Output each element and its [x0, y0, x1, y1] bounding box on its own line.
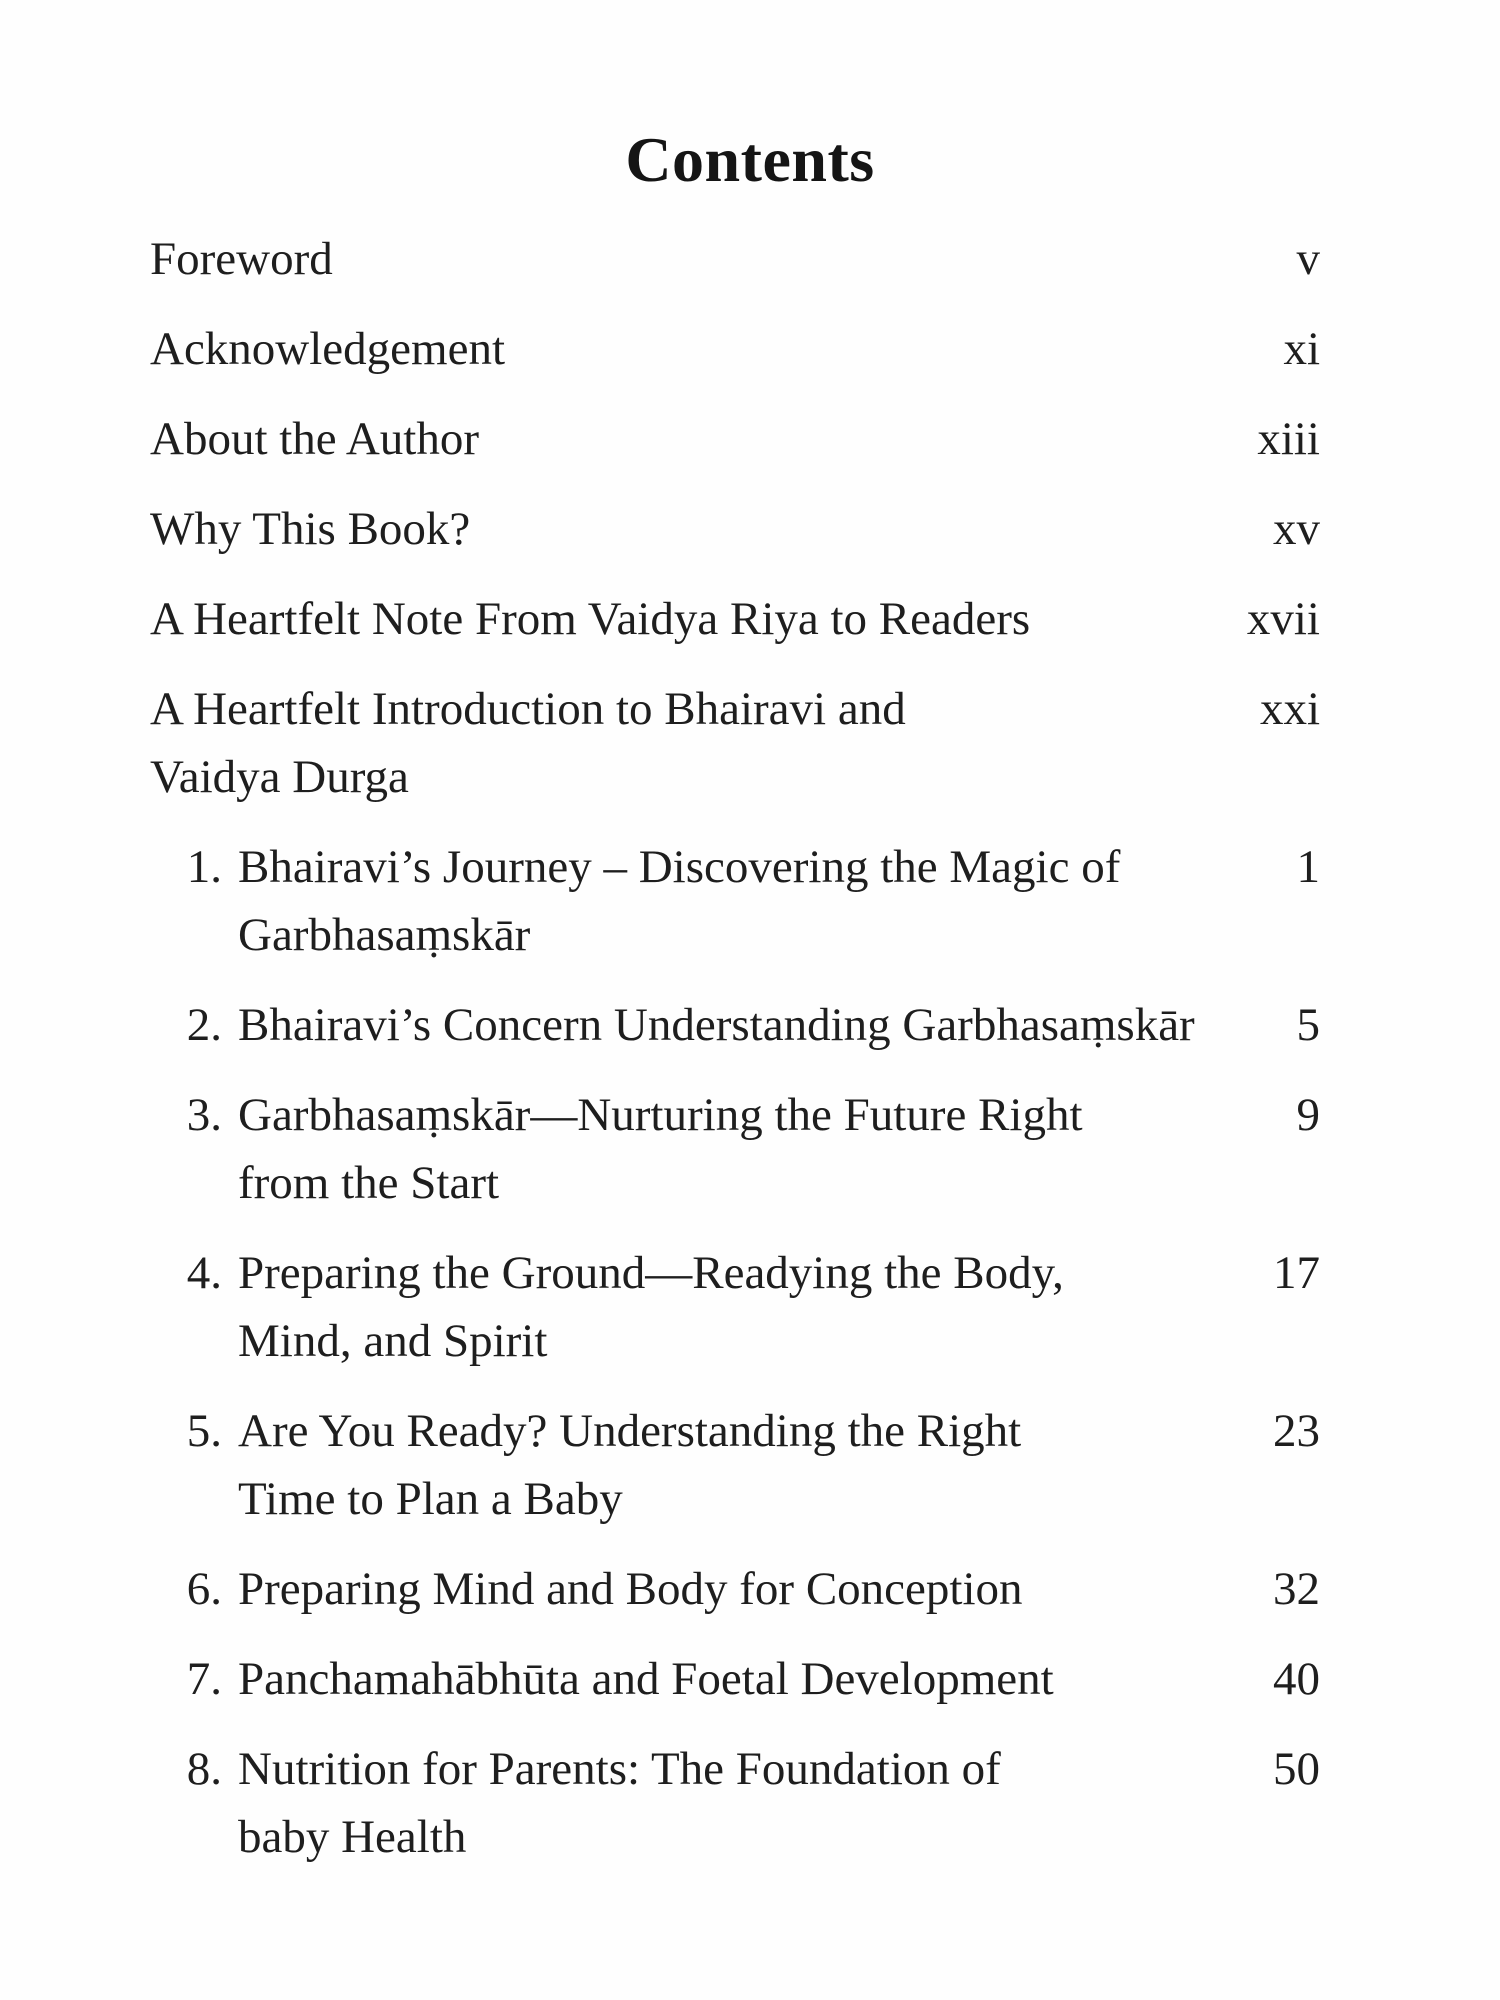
toc-entry-label: Acknowledgement: [150, 323, 506, 375]
chapter-page: 40: [1273, 1653, 1320, 1705]
chapter-page: 9: [1296, 1089, 1320, 1141]
chapter-page: 1: [1296, 841, 1320, 893]
toc-entry-label: A Heartfelt Introduction to Bhairavi and Vaidya Durga: [150, 683, 906, 803]
chapter-title: Preparing Mind and Body for Conception: [238, 1563, 1023, 1615]
toc-chapter-1: [150, 833, 1320, 969]
toc-entry-page: xv: [1273, 503, 1320, 555]
toc-entry-acknowledgement: [150, 315, 1320, 383]
toc-entry-label: About the Author: [150, 413, 479, 465]
chapter-number: 5.: [186, 1405, 222, 1457]
toc-chapter-8: [150, 1735, 1320, 1871]
chapter-page: 5: [1296, 999, 1320, 1051]
chapter-page: 32: [1273, 1563, 1320, 1615]
table-of-contents: [150, 225, 1320, 1871]
toc-entry-about-author: [150, 405, 1320, 473]
toc-entry-page: v: [1296, 233, 1320, 285]
toc-entry-heartfelt-introduction: [150, 675, 1320, 811]
chapter-number: 6.: [186, 1563, 222, 1615]
toc-entry-page: xiii: [1257, 413, 1320, 465]
toc-entry-label: Why This Book?: [150, 503, 471, 555]
chapter-title: Preparing the Ground—Readying the Body, Mind, and Spirit: [238, 1247, 1064, 1367]
toc-entry-page: xvii: [1246, 593, 1320, 645]
toc-chapter-4: [150, 1239, 1320, 1375]
chapter-number: 1.: [186, 841, 222, 893]
chapter-page: 50: [1273, 1743, 1320, 1795]
toc-entry-label: A Heartfelt Note From Vaidya Riya to Readers: [150, 593, 1031, 645]
toc-entry-page: xxi: [1259, 683, 1320, 735]
chapter-title: Nutrition for Parents: The Foundation of baby Health: [238, 1743, 1001, 1863]
toc-chapter-6: [150, 1555, 1320, 1623]
toc-entry-heartfelt-note: [150, 585, 1320, 653]
chapter-title: Bhairavi’s Concern Understanding Garbhasaṃskār: [238, 999, 1195, 1051]
toc-entry-foreword: [150, 225, 1320, 293]
chapter-page: 23: [1273, 1405, 1320, 1457]
chapter-number: 3.: [186, 1089, 222, 1141]
chapter-number: 2.: [186, 999, 222, 1051]
toc-chapter-5: [150, 1397, 1320, 1533]
toc-entry-why-this-book: [150, 495, 1320, 563]
chapter-number: 7.: [186, 1653, 222, 1705]
chapter-title: Are You Ready? Understanding the Right Time to Plan a Baby: [238, 1405, 1022, 1525]
toc-chapter-7: [150, 1645, 1320, 1713]
toc-chapter-2: [150, 991, 1320, 1059]
chapter-number: 4.: [186, 1247, 222, 1299]
toc-chapter-3: [150, 1081, 1320, 1217]
chapter-number: 8.: [186, 1743, 222, 1795]
chapter-title: Bhairavi’s Journey – Discovering the Magic of Garbhasaṃskār: [238, 841, 1121, 961]
toc-entry-label: Foreword: [150, 233, 333, 285]
page-title: Contents: [625, 124, 875, 195]
chapter-title: Garbhasaṃskār—Nurturing the Future Right from the Start: [238, 1089, 1083, 1209]
chapter-title: Panchamahābhūta and Foetal Development: [238, 1653, 1054, 1705]
chapter-page: 17: [1273, 1247, 1320, 1299]
toc-entry-page: xi: [1283, 323, 1320, 375]
